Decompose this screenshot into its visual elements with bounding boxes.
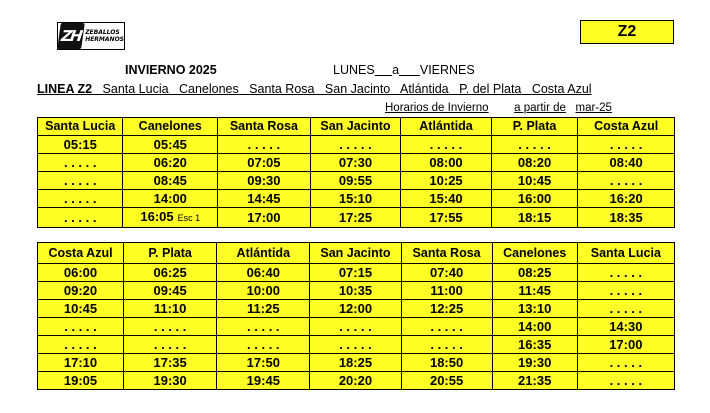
time-cell: 07:40 — [401, 264, 492, 282]
time-cell: 05:45 — [123, 136, 218, 154]
time-cell: 17:50 — [217, 354, 310, 372]
schedule-note — [385, 102, 612, 114]
time-cell: 08:00 — [401, 154, 492, 172]
time-cell: 10:45 — [491, 172, 577, 190]
table-row — [38, 172, 675, 190]
time-cell: . . . . . — [38, 318, 124, 336]
time-cell: . . . . . — [38, 154, 123, 172]
column-header: Santa Lucia — [38, 118, 123, 136]
time-cell: 14:00 — [123, 190, 218, 208]
table-row — [38, 336, 675, 354]
column-header: Canelones — [492, 243, 577, 264]
time-cell: . . . . . — [310, 336, 401, 354]
table-row — [38, 136, 675, 154]
service-note: Esc 1 — [177, 213, 201, 223]
time-cell: 18:50 — [401, 354, 492, 372]
time-cell: 17:55 — [401, 208, 492, 228]
time-cell: . . . . . — [401, 336, 492, 354]
column-header: Costa Azul — [578, 118, 675, 136]
time-cell: . . . . . — [217, 318, 310, 336]
time-cell: 14:00 — [492, 318, 577, 336]
line-stop: San Jacinto — [324, 82, 391, 96]
time-cell: 06:25 — [124, 264, 217, 282]
days-sep: a — [392, 63, 400, 77]
time-cell: . . . . . — [577, 264, 674, 282]
logo-text — [85, 29, 124, 43]
time-cell: 17:00 — [577, 336, 674, 354]
time-cell: 19:45 — [217, 372, 310, 390]
table-header-row — [38, 118, 675, 136]
return-timetable — [37, 242, 675, 390]
time-cell: . . . . . — [401, 136, 492, 154]
time-cell: 09:20 — [38, 282, 124, 300]
line-stop: P. del Plata — [459, 82, 522, 96]
time-cell: . . . . . — [577, 282, 674, 300]
time-cell: 20:20 — [310, 372, 401, 390]
time-cell: 18:15 — [491, 208, 577, 228]
time-cell: 16:35 — [492, 336, 577, 354]
time-cell: 17:35 — [124, 354, 217, 372]
column-header: P. Plata — [124, 243, 217, 264]
schedule-label: Horarios de Invierno — [385, 102, 489, 114]
table-row — [38, 318, 675, 336]
time-cell: 11:10 — [124, 300, 217, 318]
table-row — [38, 372, 675, 390]
line-label: LINEA Z2 — [37, 82, 93, 96]
column-header: Santa Rosa — [218, 118, 311, 136]
time-cell: 06:40 — [217, 264, 310, 282]
time-cell: 08:20 — [491, 154, 577, 172]
time-cell: . . . . . — [577, 354, 674, 372]
time-cell: . . . . . — [217, 336, 310, 354]
days-from: LUNES — [333, 63, 375, 77]
time-cell: 11:45 — [492, 282, 577, 300]
outbound-timetable — [37, 117, 675, 228]
table-row — [38, 154, 675, 172]
days-to: VIERNES — [419, 63, 475, 77]
line-stop: Santa Lucia — [102, 82, 169, 96]
route-code-box: Z2 — [580, 20, 674, 44]
time-cell: 19:05 — [38, 372, 124, 390]
time-cell: 11:25 — [217, 300, 310, 318]
column-header: Canelones — [123, 118, 218, 136]
time-cell: 18:35 — [578, 208, 675, 228]
time-cell: . . . . . — [124, 318, 217, 336]
table-header-row — [38, 243, 675, 264]
table-row — [38, 208, 675, 228]
time-cell: 14:30 — [577, 318, 674, 336]
line-stop: Canelones — [178, 82, 239, 96]
time-cell: 21:35 — [492, 372, 577, 390]
time-cell: . . . . . — [38, 190, 123, 208]
table-row — [38, 354, 675, 372]
time-cell: . . . . . — [310, 136, 401, 154]
time-cell: . . . . . — [38, 336, 124, 354]
column-header: Atlántida — [401, 118, 492, 136]
time-cell: 06:00 — [38, 264, 124, 282]
days-range — [333, 63, 475, 77]
line-route — [37, 82, 592, 96]
time-cell: 10:00 — [217, 282, 310, 300]
time-cell: . . . . . — [491, 136, 577, 154]
time-cell: . . . . . — [124, 336, 217, 354]
time-cell: 17:00 — [218, 208, 311, 228]
time-cell: 08:45 — [123, 172, 218, 190]
company-logo — [57, 22, 125, 50]
time-cell: 15:40 — [401, 190, 492, 208]
time-cell: 07:05 — [218, 154, 311, 172]
time-cell: . . . . . — [38, 208, 123, 228]
time-cell: 07:15 — [310, 264, 401, 282]
time-cell: 17:10 — [38, 354, 124, 372]
time-cell: 06:20 — [123, 154, 218, 172]
time-cell: 12:25 — [401, 300, 492, 318]
schedule-from-label: a partir de — [514, 102, 566, 114]
column-header: Santa Rosa — [401, 243, 492, 264]
line-stop: Costa Azul — [531, 82, 592, 96]
time-cell: . . . . . — [218, 136, 311, 154]
column-header: Costa Azul — [38, 243, 124, 264]
time-cell: 16:20 — [578, 190, 675, 208]
time-cell: 07:30 — [310, 154, 401, 172]
time-cell: 17:25 — [310, 208, 401, 228]
time-cell: 10:45 — [38, 300, 124, 318]
column-header: P. Plata — [491, 118, 577, 136]
schedule-date: mar-25 — [575, 102, 612, 114]
time-cell — [123, 208, 218, 228]
time-cell: 18:25 — [310, 354, 401, 372]
time-cell: 15:10 — [310, 190, 401, 208]
time-cell: 19:30 — [492, 354, 577, 372]
logo-mark: ZH — [57, 23, 85, 49]
logo-line2: HERMANOS — [85, 36, 124, 43]
column-header: Santa Lucia — [577, 243, 674, 264]
time-cell: . . . . . — [578, 172, 675, 190]
time-cell: . . . . . — [578, 136, 675, 154]
time-cell: 09:55 — [310, 172, 401, 190]
time-cell: 10:25 — [401, 172, 492, 190]
time-value: 16:05 — [140, 209, 174, 224]
time-cell: . . . . . — [401, 318, 492, 336]
time-cell: 08:40 — [578, 154, 675, 172]
table-row — [38, 282, 675, 300]
table-row — [38, 264, 675, 282]
time-cell: 10:35 — [310, 282, 401, 300]
time-cell: 19:30 — [124, 372, 217, 390]
table-row — [38, 300, 675, 318]
time-cell: 05:15 — [38, 136, 123, 154]
time-cell: 11:00 — [401, 282, 492, 300]
column-header: San Jacinto — [310, 243, 401, 264]
season-title: INVIERNO 2025 — [125, 63, 217, 77]
time-cell: . . . . . — [38, 172, 123, 190]
time-cell: . . . . . — [577, 372, 674, 390]
time-cell: 20:55 — [401, 372, 492, 390]
time-cell: . . . . . — [577, 300, 674, 318]
time-cell: 09:45 — [124, 282, 217, 300]
time-cell: 08:25 — [492, 264, 577, 282]
column-header: Atlántida — [217, 243, 310, 264]
time-cell: 16:00 — [491, 190, 577, 208]
time-cell: . . . . . — [310, 318, 401, 336]
line-stop: Atlántida — [399, 82, 449, 96]
table-row — [38, 190, 675, 208]
time-cell: 12:00 — [310, 300, 401, 318]
line-stop: Santa Rosa — [249, 82, 315, 96]
column-header: San Jacinto — [310, 118, 401, 136]
time-cell: 09:30 — [218, 172, 311, 190]
time-cell: 14:45 — [218, 190, 311, 208]
logo-line1: ZEBALLOS — [85, 29, 120, 36]
time-cell: 13:10 — [492, 300, 577, 318]
